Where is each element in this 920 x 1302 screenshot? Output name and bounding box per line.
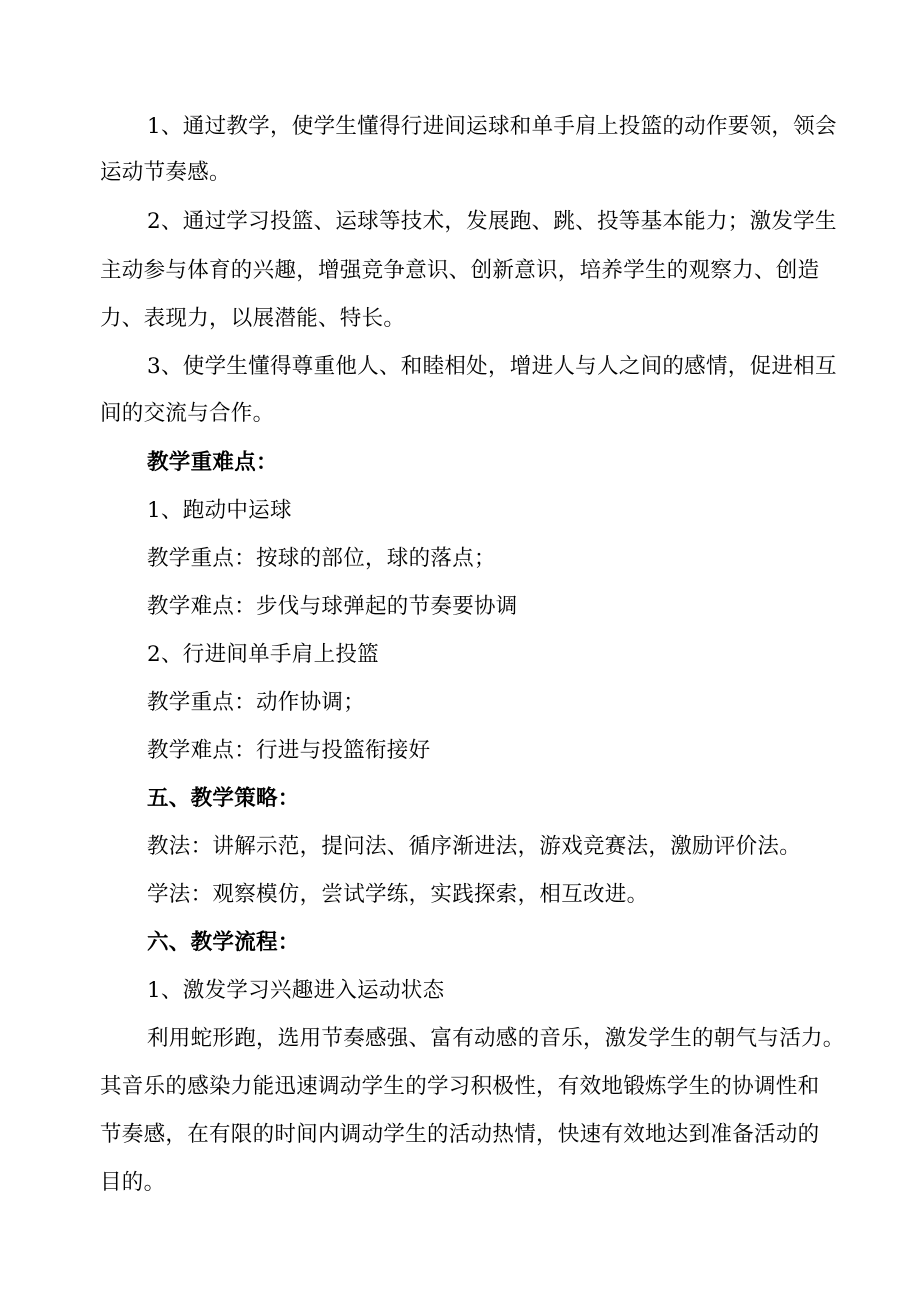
objective-2-line-3: 力、表现力，以展潜能、特长。 — [100, 306, 406, 331]
difficulty-item-2-key-point: 教学重点：动作协调； — [147, 690, 366, 715]
objective-3-line-1: 3、使学生懂得尊重他人、和睦相处，增进人与人之间的感情，促进相互 — [147, 354, 837, 379]
objective-2-line-2: 主动参与体育的兴趣，增强竞争意识、创新意识，培养学生的观察力、创造 — [100, 258, 820, 283]
difficulty-item-1-difficulty: 教学难点：步伐与球弹起的节奏要协调 — [147, 594, 518, 619]
difficulty-item-1-title: 1、跑动中运球 — [147, 498, 292, 523]
process-step-1-line-2: 其音乐的感染力能迅速调动学生的学习积极性，有效地锻炼学生的协调性和 — [100, 1074, 820, 1099]
process-step-1-title: 1、激发学习兴趣进入运动状态 — [147, 978, 445, 1003]
objective-1-line-1: 1、通过教学，使学生懂得行进间运球和单手肩上投篮的动作要领，领会 — [147, 114, 837, 139]
process-step-1-line-3: 节奏感，在有限的时间内调动学生的活动热情，快速有效地达到准备活动的 — [100, 1122, 820, 1147]
objective-3-line-2: 间的交流与合作。 — [100, 401, 275, 426]
process-heading: 六、教学流程： — [147, 930, 300, 955]
learning-method: 学法：观察模仿，尝试学练，实践探索，相互改进。 — [147, 882, 649, 907]
teaching-method: 教法：讲解示范，提问法、循序渐进法，游戏竞赛法，激励评价法。 — [147, 834, 802, 859]
key-difficulties-heading: 教学重难点： — [147, 450, 278, 475]
difficulty-item-2-difficulty: 教学难点：行进与投篮衔接好 — [147, 738, 431, 763]
strategy-heading: 五、教学策略： — [147, 786, 300, 811]
process-step-1-line-1: 利用蛇形跑，选用节奏感强、富有动感的音乐，激发学生的朝气与活力。 — [147, 1026, 845, 1051]
process-step-1-line-4: 目的。 — [100, 1170, 166, 1195]
objective-2-line-1: 2、通过学习投篮、运球等技术，发展跑、跳、投等基本能力；激发学生 — [147, 209, 837, 234]
objective-1-line-2: 运动节奏感。 — [100, 160, 231, 185]
difficulty-item-1-key-point: 教学重点：按球的部位，球的落点； — [147, 546, 496, 571]
difficulty-item-2-title: 2、行进间单手肩上投篮 — [147, 642, 379, 667]
